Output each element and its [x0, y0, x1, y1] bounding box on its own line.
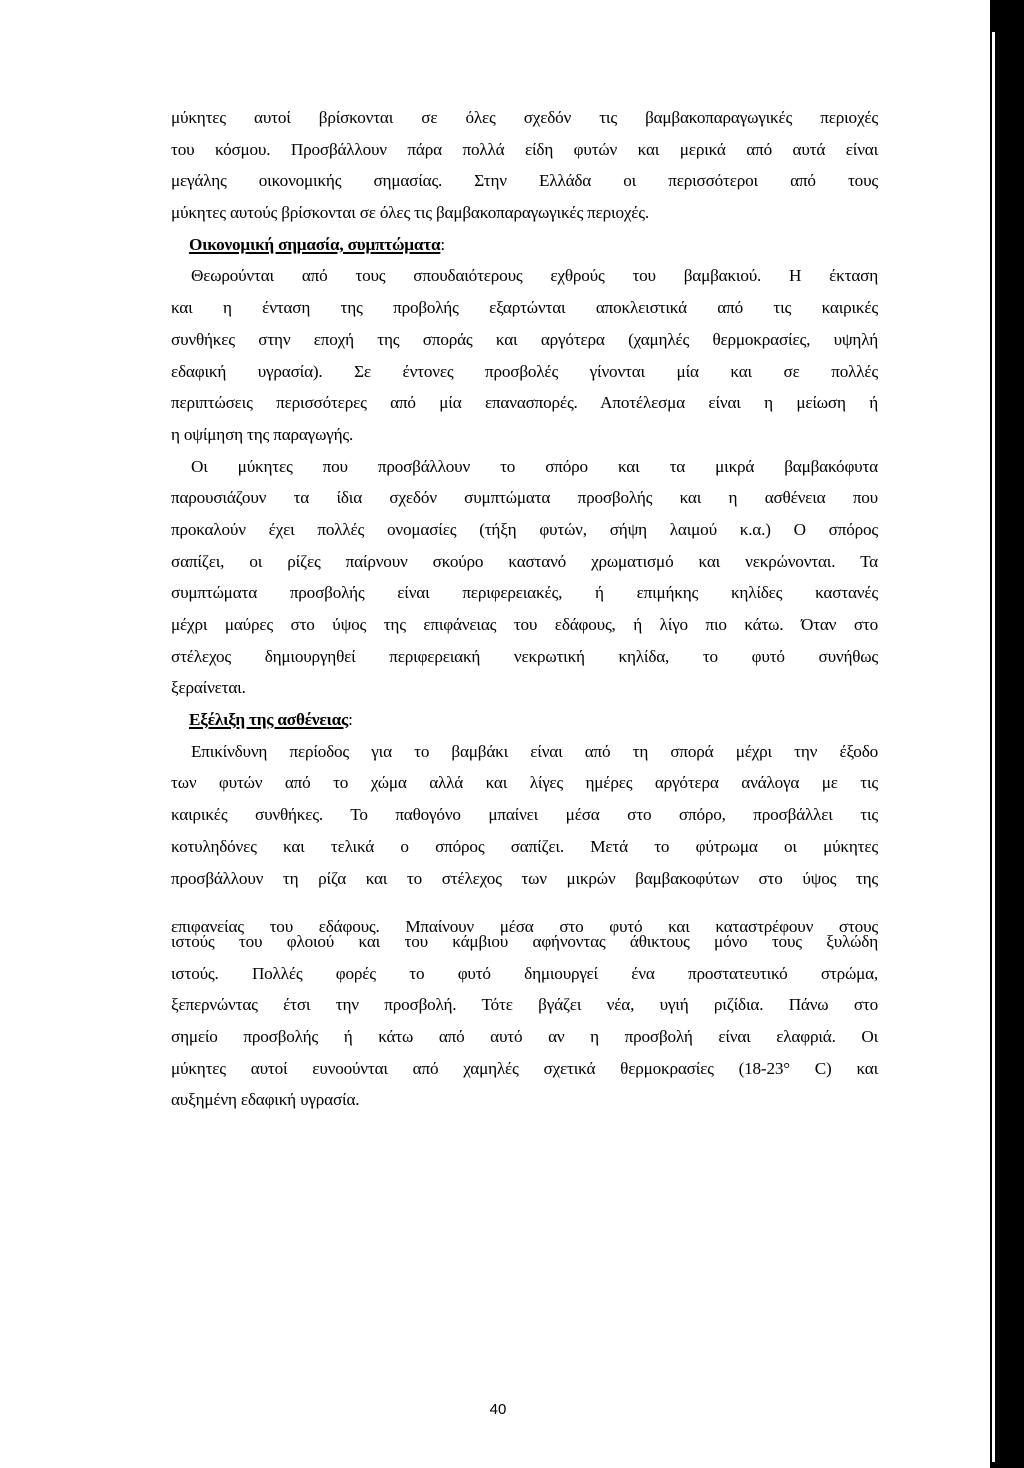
- scan-edge-line: [992, 32, 995, 1462]
- body-text: [171, 102, 878, 1116]
- text-line: καιρικές συνθήκες. Το παθογόνο μπαίνει μέσα στο σπόρο, προσβάλλει τις: [171, 805, 878, 825]
- text-line: συμπτώματα προσβολής είναι περιφερειακές, ή επιμήκης κηλίδες καστανές: [171, 583, 878, 603]
- text-line: μέχρι μαύρες στο ύψος της επιφάνειας του εδάφους, ή λίγο πιο κάτω. Όταν στο: [171, 615, 878, 634]
- text-line: η οψίμηση της παραγωγής.: [171, 424, 354, 444]
- heading-colon: :: [348, 710, 353, 730]
- text-line: μύκητες αυτούς βρίσκονται σε όλες τις βαμβακοπαραγωγικές περιοχές.: [171, 203, 649, 223]
- text-line: ιστούς του φλοιού και του κάμβιου αφήνοντας άθικτους μόνο τους ξυλώδη: [171, 931, 878, 951]
- heading-label: Εξέλιξη της ασθένειας: [189, 710, 349, 730]
- text-line: παρουσιάζουν τα ίδια σχεδόν συμπτώματα προσβολής και η ασθένεια που: [171, 488, 878, 508]
- text-line: περιπτώσεις περισσότερες από μία επανασπορές. Αποτέλεσμα είναι η μείωση ή: [171, 393, 878, 413]
- section-heading-disease-progression: [171, 704, 878, 736]
- text-line: προσβάλλουν τη ρίζα και το στέλεχος των μικρών βαμβακοφύτων στο ύψος της: [171, 868, 878, 888]
- text-line: του κόσμου. Προσβάλλουν πάρα πολλά είδη φυτών και μερικά από αυτά είναι: [171, 139, 878, 159]
- text-line: κοτυληδόνες και τελικά ο σπόρος σαπίζει. Μετά το φύτρωμα οι μύκητες: [171, 836, 878, 856]
- heading-label: Οικονομική σημασία, συμπτώματα: [189, 234, 441, 254]
- text-line: Θεωρούνται από τους σπουδαιότερους εχθρούς του βαμβακιού. Η έκταση: [191, 266, 878, 286]
- text-line: σημείο προσβολής ή κάτω από αυτό αν η προσβολή είναι ελαφριά. Οι: [171, 1026, 878, 1046]
- text-line: μεγάλης οικονομικής σημασίας. Στην Ελλάδα οι περισσότεροι από τους: [171, 171, 878, 191]
- text-line: σαπίζει, οι ρίζες παίρνουν σκούρο καστανό χρωματισμό και νεκρώνονται. Τα: [171, 551, 878, 571]
- text-line: μύκητες αυτοί βρίσκονται σε όλες σχεδόν τις βαμβακοπαραγωγικές περιοχές: [171, 108, 878, 127]
- text-line: Οι μύκητες που προσβάλλουν το σπόρο και τα μικρά βαμβακόφυτα: [191, 456, 878, 476]
- heading-colon: :: [440, 234, 445, 254]
- text-line: μύκητες αυτοί ευνοούνται από χαμηλές σχετικά θερμοκρασίες (18-23° C) και: [171, 1058, 878, 1078]
- text-line: των φυτών από το χώμα αλλά και λίγες ημέρες αργότερα ανάλογα με τις: [171, 773, 878, 793]
- page-number: 40: [489, 1401, 507, 1418]
- text-line: και η ένταση της προβολής εξαρτώνται αποκλειστικά από τις καιρικές: [171, 298, 878, 318]
- text-line-cut-off: επιφανείας του εδάφους. Μπαίνουν μέσα στο φυτό και καταστρέφουν στους: [171, 917, 878, 937]
- text-line: εδαφική υγρασία). Σε έντονες προσβολές γίνονται μία και σε πολλές: [171, 361, 878, 381]
- text-line: συνθήκες στην εποχή της σποράς και αργότερα (χαμηλές θερμοκρασίες, υψηλή: [171, 329, 878, 349]
- text-line: αυξημένη εδαφική υγρασία.: [171, 1090, 360, 1110]
- section-heading-economic-importance: [171, 229, 878, 261]
- text-line: ξεπερνώντας έτσι την προσβολή. Τότε βγάζει νέα, υγιή ριζίδια. Πάνω στο: [171, 995, 878, 1015]
- text-line: προκαλούν έχει πολλές ονομασίες (τήξη φυτών, σήψη λαιμού κ.α.) Ο σπόρος: [171, 519, 878, 539]
- text-line: στέλεχος δημιουργηθεί περιφερειακή νεκρωτική κηλίδα, το φυτό συνήθως: [171, 646, 878, 666]
- text-line: ξεραίνεται.: [171, 678, 246, 698]
- text-line: Επικίνδυνη περίοδος για το βαμβάκι είναι από τη σπορά μέχρι την έξοδο: [191, 741, 878, 761]
- text-line: ιστούς. Πολλές φορές το φυτό δημιουργεί ένα προστατευτικό στρώμα,: [171, 963, 878, 983]
